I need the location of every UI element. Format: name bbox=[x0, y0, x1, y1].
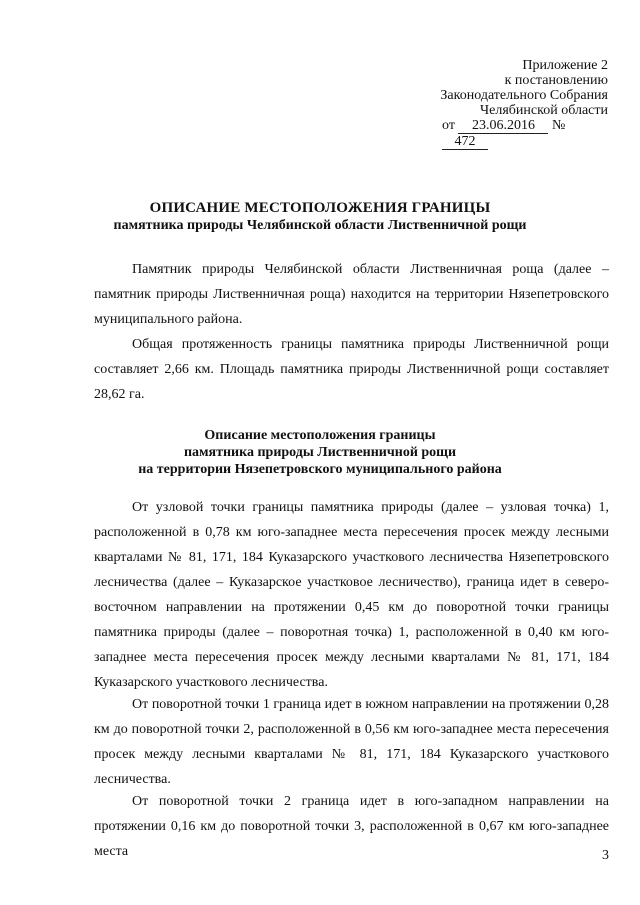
appendix-date-line bbox=[380, 118, 608, 150]
description-paragraph-1: От узловой точки границы памятника природы (далее – узловая точка) 1, расположенной в 0,78 км юго-западнее места пересечения просек между лесными кварталами № 81, 171, 184 Куказарского участкового лесничества Нязепетровского лесничества (далее – Куказарское участковое лесничество), граница идет в северо-восточном направлении на протяжении 0,45 км до поворотной точки границы памятника природы (далее – поворотная точка) 1, расположенной в 0,40 км юго-западнее места пересечения просек между лесными кварталами № 81, 171, 184 Куказарского участкового лесничества. bbox=[94, 500, 609, 690]
intro-paragraph-1: Памятник природы Челябинской области Лиственничная роща (далее – памятник природы Лиственничная роща) находится на территории Нязепетровского муниципального района. bbox=[94, 262, 609, 327]
appendix-line-4: Челябинской области bbox=[480, 103, 608, 118]
document-subtitle: памятника природы Челябинской области Лиственничной рощи bbox=[113, 218, 527, 233]
document-title: ОПИСАНИЕ МЕСТОПОЛОЖЕНИЯ ГРАНИЦЫ bbox=[149, 200, 491, 216]
appendix-line-2: к постановлению bbox=[504, 73, 608, 88]
description-paragraph-2: От поворотной точки 1 граница идет в южном направлении на протяжении 0,28 км до поворотной точки 2, расположенной в 0,56 км юго-западнее места пересечения просек между лесными кварталами № 81, 171, 184 Куказарского участкового лесничества. bbox=[94, 697, 609, 787]
section-heading-line-1: Описание местоположения границы bbox=[204, 428, 436, 443]
date-prefix: от bbox=[442, 118, 455, 133]
resolution-date: 23.06.2016 bbox=[458, 119, 548, 134]
page-number: 3 bbox=[602, 848, 609, 863]
appendix-line-3: Законодательного Собрания bbox=[440, 88, 608, 103]
section-heading-line-3: на территории Нязепетровского муниципального района bbox=[138, 462, 502, 477]
appendix-header bbox=[380, 58, 608, 150]
document-title-block bbox=[0, 200, 640, 234]
description-paragraph-3: От поворотной точки 2 граница идет в юго-западном направлении на протяжении 0,16 км до поворотной точки 3, расположенной в 0,67 км юго-западнее места bbox=[94, 794, 609, 859]
appendix-line-1: Приложение 2 bbox=[522, 58, 608, 73]
intro-paragraph-2: Общая протяженность границы памятника природы Лиственничной рощи составляет 2,66 км. Площадь памятника природы Лиственничной рощи составляет 28,62 га. bbox=[94, 337, 609, 402]
section-heading bbox=[0, 427, 640, 478]
number-sign: № bbox=[551, 118, 566, 133]
section-heading-line-2: памятника природы Лиственничной рощи bbox=[183, 445, 457, 460]
resolution-number: 472 bbox=[442, 135, 488, 150]
